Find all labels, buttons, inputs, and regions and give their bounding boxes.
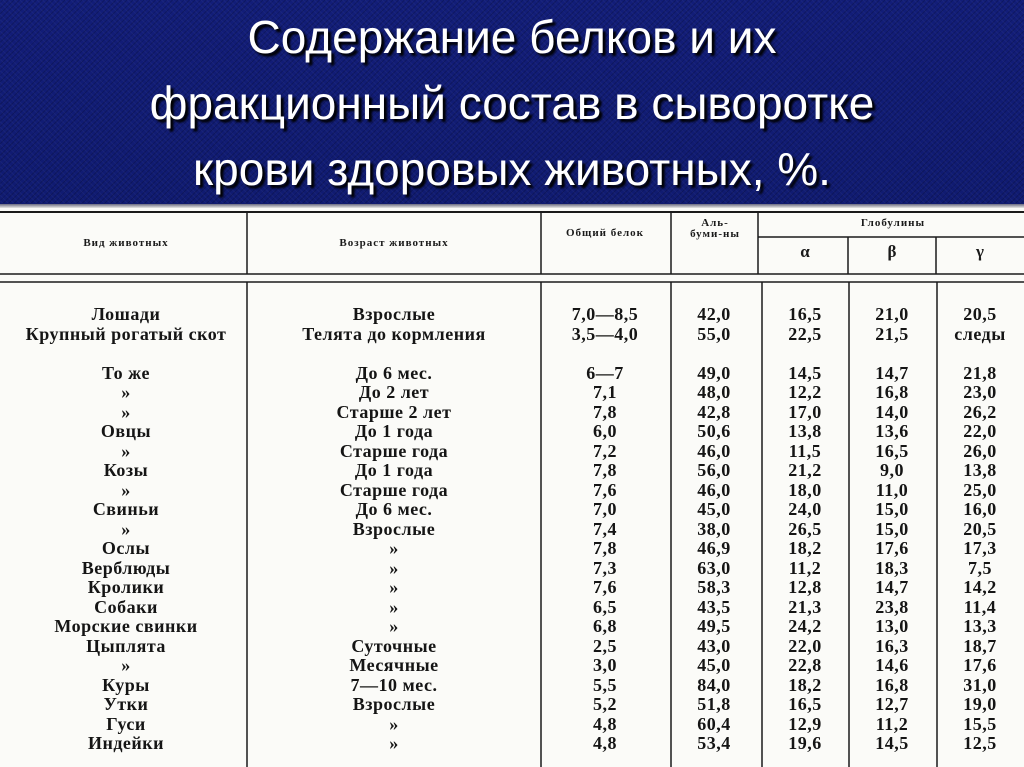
cell-age: Взрослые	[352, 694, 436, 714]
cell-animal: Крупный рогатый скот	[25, 323, 227, 344]
cell-alpha-globulins: 13,8	[788, 421, 822, 441]
cell-alpha-globulins: 26,5	[788, 518, 822, 539]
cell-alpha-globulins: 18,2	[788, 538, 822, 558]
cell-beta-globulins: 15,0	[875, 499, 909, 519]
cell-animal: Козы	[103, 460, 149, 480]
cell-beta-globulins: 14,6	[875, 655, 909, 675]
cell-total-protein: 7,2	[593, 440, 617, 461]
title-line-3: крови здоровых животных, %.	[193, 143, 831, 195]
cell-age: Старше года	[339, 440, 449, 461]
cell-total-protein: 7,6	[593, 479, 617, 500]
cell-alpha-globulins: 12,9	[788, 713, 822, 734]
cell-alpha-globulins: 14,5	[788, 362, 822, 383]
table-row	[0, 461, 1024, 481]
cell-beta-globulins: 15,0	[875, 518, 909, 539]
cell-albumins: 58,3	[697, 577, 731, 597]
cell-total-protein: 7,8	[593, 401, 617, 422]
cell-total-protein: 6,8	[593, 616, 617, 636]
header-alpha: α	[800, 242, 810, 261]
cell-animal: Ослы	[101, 538, 151, 558]
cell-beta-globulins: 16,3	[875, 635, 909, 656]
title-line-1: Содержание белков и их	[247, 11, 777, 63]
cell-albumins: 49,0	[697, 362, 731, 383]
header-albumins: Аль-буми-ны	[690, 217, 740, 240]
cell-total-protein: 6,0	[593, 421, 617, 441]
cell-total-protein: 3,0	[593, 655, 617, 675]
table-row	[0, 481, 1024, 501]
cell-total-protein: 4,8	[593, 713, 617, 734]
cell-beta-globulins: 14,5	[875, 733, 909, 753]
cell-beta-globulins: 9,0	[880, 460, 904, 480]
table-row	[0, 520, 1024, 540]
slide-title	[0, 4, 1024, 202]
cell-age: Старше 2 лет	[336, 401, 452, 422]
cell-beta-globulins: 18,3	[875, 557, 909, 578]
cell-albumins: 46,0	[697, 479, 731, 500]
cell-albumins: 53,4	[697, 733, 731, 753]
cell-albumins: 45,0	[697, 655, 731, 675]
cell-alpha-globulins: 18,2	[788, 674, 822, 695]
header-animal: Вид животных	[83, 237, 169, 249]
cell-gamma-globulins: 14,2	[963, 577, 997, 597]
cell-beta-globulins: 17,6	[875, 538, 909, 558]
cell-total-protein: 7,3	[593, 557, 617, 578]
cell-age: »	[389, 577, 399, 597]
cell-albumins: 56,0	[697, 460, 731, 480]
cell-age: До 6 мес.	[355, 362, 433, 383]
cell-albumins: 45,0	[697, 499, 731, 519]
cell-beta-globulins: 21,5	[875, 323, 909, 344]
table-row	[0, 500, 1024, 520]
header-gamma: γ	[976, 242, 984, 261]
cell-alpha-globulins: 17,0	[788, 401, 822, 422]
cell-albumins: 51,8	[697, 694, 731, 714]
cell-beta-globulins: 13,0	[875, 616, 909, 636]
cell-gamma-globulins: 26,2	[963, 401, 997, 422]
cell-total-protein: 7,8	[593, 538, 617, 558]
cell-total-protein: 3,5—4,0	[571, 323, 639, 344]
cell-beta-globulins: 23,8	[875, 596, 909, 617]
cell-gamma-globulins: 13,8	[963, 460, 997, 480]
cell-alpha-globulins: 12,8	[788, 577, 822, 597]
cell-beta-globulins: 13,6	[875, 421, 909, 441]
cell-age: Месячные	[349, 655, 439, 675]
cell-animal: Индейки	[87, 733, 165, 753]
cell-beta-globulins: 14,0	[875, 401, 909, 422]
cell-age: До 6 мес.	[355, 499, 433, 519]
cell-albumins: 42,8	[697, 401, 731, 422]
table-row	[0, 656, 1024, 676]
cell-gamma-globulins: 17,6	[963, 655, 997, 675]
cell-albumins: 48,0	[697, 382, 731, 402]
cell-alpha-globulins: 24,2	[788, 616, 822, 636]
cell-gamma-globulins: следы	[954, 323, 1006, 344]
cell-animal: »	[121, 479, 131, 500]
table-row	[0, 598, 1024, 618]
cell-animal: Куры	[102, 674, 150, 695]
cell-beta-globulins: 11,2	[875, 713, 909, 734]
cell-animal: Свиньи	[92, 499, 160, 519]
table-row	[0, 578, 1024, 598]
cell-age: До 2 лет	[358, 382, 430, 402]
header-age: Возраст животных	[339, 237, 449, 249]
cell-gamma-globulins: 22,0	[963, 421, 997, 441]
cell-total-protein: 5,5	[593, 674, 617, 695]
cell-total-protein: 7,0—8,5	[571, 304, 639, 324]
cell-albumins: 43,0	[697, 635, 731, 656]
table-row	[0, 364, 1024, 384]
cell-gamma-globulins: 11,4	[963, 596, 997, 617]
cell-age: До 1 года	[354, 460, 434, 480]
cell-albumins: 49,5	[697, 616, 731, 636]
cell-beta-globulins: 11,0	[875, 479, 909, 500]
cell-gamma-globulins: 26,0	[963, 440, 997, 461]
cell-total-protein: 7,8	[593, 460, 617, 480]
table-row	[0, 695, 1024, 715]
cell-animal: Собаки	[94, 596, 158, 617]
cell-alpha-globulins: 22,8	[788, 655, 822, 675]
cell-animal: Кролики	[87, 577, 165, 597]
header-total: Общий белок	[565, 227, 644, 239]
cell-gamma-globulins: 25,0	[963, 479, 997, 500]
cell-alpha-globulins: 21,3	[788, 596, 822, 617]
cell-total-protein: 7,4	[593, 518, 617, 539]
cell-age: Взрослые	[352, 518, 436, 539]
cell-alpha-globulins: 11,2	[788, 557, 822, 578]
table-row	[0, 403, 1024, 423]
table-row	[0, 305, 1024, 325]
cell-age: »	[389, 616, 399, 636]
table-row	[0, 715, 1024, 735]
cell-albumins: 38,0	[697, 518, 731, 539]
table-row	[0, 617, 1024, 637]
table-body	[0, 305, 1024, 754]
cell-age: Суточные	[351, 635, 437, 656]
cell-albumins: 63,0	[697, 557, 731, 578]
cell-total-protein: 6,5	[593, 596, 617, 617]
cell-age: »	[389, 538, 399, 558]
cell-gamma-globulins: 31,0	[963, 674, 997, 695]
cell-age: Телята до кормления	[302, 323, 486, 344]
cell-total-protein: 7,6	[593, 577, 617, 597]
cell-gamma-globulins: 21,8	[963, 362, 997, 383]
header-beta: β	[887, 242, 897, 261]
table-row	[0, 676, 1024, 696]
cell-albumins: 46,9	[697, 538, 731, 558]
cell-albumins: 50,6	[697, 421, 731, 441]
cell-albumins: 60,4	[697, 713, 731, 734]
cell-animal: Верблюды	[81, 557, 171, 578]
cell-alpha-globulins: 12,2	[788, 382, 822, 402]
cell-gamma-globulins: 19,0	[963, 694, 997, 714]
cell-albumins: 46,0	[697, 440, 731, 461]
cell-age: »	[389, 557, 399, 578]
cell-age: »	[389, 713, 399, 734]
cell-alpha-globulins: 18,0	[788, 479, 822, 500]
cell-animal: Утки	[103, 694, 149, 714]
cell-albumins: 43,5	[697, 596, 731, 617]
cell-gamma-globulins: 17,3	[963, 538, 997, 558]
cell-age: Старше года	[339, 479, 449, 500]
cell-gamma-globulins: 23,0	[963, 382, 997, 402]
cell-alpha-globulins: 16,5	[788, 304, 822, 324]
cell-beta-globulins: 14,7	[875, 577, 909, 597]
cell-gamma-globulins: 13,3	[963, 616, 997, 636]
table-row	[0, 734, 1024, 754]
cell-total-protein: 4,8	[593, 733, 617, 753]
table-row	[0, 539, 1024, 559]
cell-total-protein: 5,2	[593, 694, 617, 714]
cell-beta-globulins: 21,0	[875, 304, 909, 324]
table-row	[0, 637, 1024, 657]
cell-animal: Овцы	[100, 421, 152, 441]
cell-gamma-globulins: 7,5	[968, 557, 992, 578]
cell-alpha-globulins: 19,6	[788, 733, 822, 753]
cell-alpha-globulins: 11,5	[788, 440, 822, 461]
scanned-table	[0, 204, 1024, 767]
cell-animal: Гуси	[106, 713, 146, 734]
table-row	[0, 559, 1024, 579]
cell-animal: Морские свинки	[54, 616, 198, 636]
title-line-2: фракционный состав в сыворотке	[149, 77, 875, 129]
cell-animal: То же	[101, 362, 150, 383]
cell-gamma-globulins: 16,0	[963, 499, 997, 519]
cell-total-protein: 7,0	[593, 499, 617, 519]
table-row	[0, 422, 1024, 442]
cell-gamma-globulins: 20,5	[963, 518, 997, 539]
cell-animal: »	[121, 655, 131, 675]
header-globulins: Глобулины	[860, 217, 926, 229]
cell-age: 7—10 мес.	[350, 674, 438, 695]
table-row	[0, 325, 1024, 364]
cell-age: До 1 года	[354, 421, 434, 441]
cell-gamma-globulins: 20,5	[963, 304, 997, 324]
cell-total-protein: 7,1	[593, 382, 617, 402]
cell-age: »	[389, 596, 399, 617]
cell-total-protein: 2,5	[593, 635, 617, 656]
cell-gamma-globulins: 15,5	[963, 713, 997, 734]
cell-beta-globulins: 12,7	[875, 694, 909, 714]
cell-animal: »	[121, 382, 131, 402]
cell-alpha-globulins: 24,0	[788, 499, 822, 519]
cell-gamma-globulins: 18,7	[963, 635, 997, 656]
cell-alpha-globulins: 22,5	[788, 323, 822, 344]
cell-beta-globulins: 16,8	[875, 382, 909, 402]
table-row	[0, 442, 1024, 462]
cell-albumins: 42,0	[697, 304, 731, 324]
cell-animal: »	[121, 401, 131, 422]
cell-beta-globulins: 16,8	[875, 674, 909, 695]
cell-alpha-globulins: 21,2	[788, 460, 822, 480]
cell-gamma-globulins: 12,5	[963, 733, 997, 753]
cell-beta-globulins: 16,5	[875, 440, 909, 461]
cell-albumins: 55,0	[697, 323, 731, 344]
table-row	[0, 383, 1024, 403]
cell-beta-globulins: 14,7	[875, 362, 909, 383]
cell-alpha-globulins: 16,5	[788, 694, 822, 714]
cell-animal: »	[121, 440, 131, 461]
cell-age: »	[389, 733, 399, 753]
cell-animal: »	[121, 518, 131, 539]
cell-age: Взрослые	[352, 304, 436, 324]
cell-animal: Цыплята	[86, 635, 166, 656]
cell-total-protein: 6—7	[586, 362, 624, 383]
cell-albumins: 84,0	[697, 674, 731, 695]
cell-animal: Лошади	[91, 304, 161, 324]
cell-alpha-globulins: 22,0	[788, 635, 822, 656]
